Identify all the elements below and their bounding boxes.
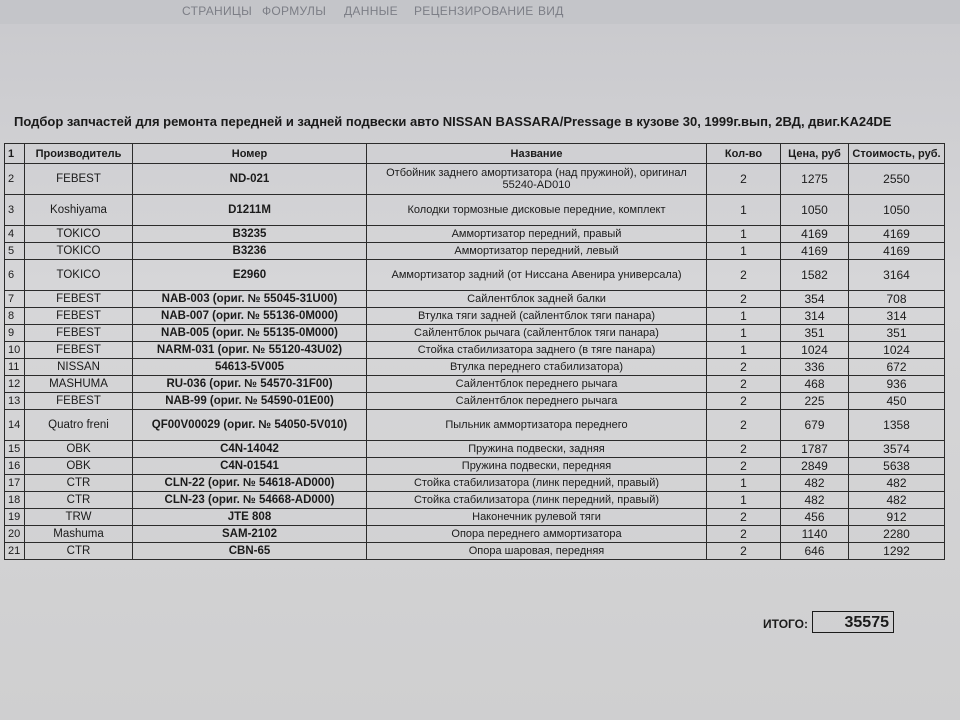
part-number-cell[interactable]: SAM-2102 [133,526,367,543]
maker-cell[interactable]: MASHUMA [25,376,133,393]
quantity-cell[interactable]: 1 [707,325,781,342]
part-number-cell[interactable]: C4N-14042 [133,441,367,458]
price-cell[interactable]: 1582 [781,260,849,291]
part-number-cell[interactable]: 54613-5V005 [133,359,367,376]
maker-cell[interactable]: TOKICO [25,226,133,243]
maker-cell[interactable]: TOKICO [25,243,133,260]
table-row [5,342,945,359]
parts-table [4,143,945,560]
row-index-cell[interactable]: 7 [5,291,25,308]
cost-cell[interactable]: 708 [849,291,945,308]
header-no: 1 [5,144,25,164]
maker-cell[interactable]: FEBEST [25,164,133,195]
maker-cell[interactable]: TOKICO [25,260,133,291]
quantity-cell[interactable]: 1 [707,342,781,359]
row-index-cell[interactable]: 20 [5,526,25,543]
cost-cell[interactable]: 2550 [849,164,945,195]
cost-cell[interactable]: 5638 [849,458,945,475]
cost-cell[interactable]: 672 [849,359,945,376]
price-cell[interactable]: 351 [781,325,849,342]
cost-cell[interactable]: 4169 [849,243,945,260]
quantity-cell[interactable]: 2 [707,359,781,376]
row-index-cell[interactable]: 8 [5,308,25,325]
quantity-cell[interactable]: 2 [707,291,781,308]
row-index-cell[interactable]: 10 [5,342,25,359]
part-name-cell[interactable]: Опора переднего аммортизатора [367,526,707,543]
part-name-cell[interactable]: Опора шаровая, передняя [367,543,707,560]
total-value: 35575 [812,611,894,633]
part-number-cell[interactable]: NAB-99 (ориг. № 54590-01E00) [133,393,367,410]
price-cell[interactable]: 1275 [781,164,849,195]
cost-cell[interactable]: 482 [849,475,945,492]
row-index-cell[interactable]: 19 [5,509,25,526]
maker-cell[interactable]: CTR [25,543,133,560]
price-cell[interactable]: 225 [781,393,849,410]
cost-cell[interactable]: 912 [849,509,945,526]
quantity-cell[interactable]: 1 [707,308,781,325]
header-maker: Производитель [25,144,133,164]
part-number-cell[interactable]: CLN-23 (ориг. № 54668-AD000) [133,492,367,509]
quantity-cell[interactable]: 1 [707,492,781,509]
header-qty: Кол-во [707,144,781,164]
row-index-cell[interactable]: 13 [5,393,25,410]
part-number-cell[interactable]: NAB-007 (ориг. № 55136-0M000) [133,308,367,325]
row-index-cell[interactable]: 14 [5,410,25,441]
table-row [5,410,945,441]
row-index-cell[interactable]: 11 [5,359,25,376]
row-index-cell[interactable]: 9 [5,325,25,342]
cost-cell[interactable]: 3164 [849,260,945,291]
price-cell[interactable]: 482 [781,492,849,509]
row-index-cell[interactable]: 16 [5,458,25,475]
price-cell[interactable]: 1787 [781,441,849,458]
maker-cell[interactable]: OBK [25,458,133,475]
row-index-cell[interactable]: 12 [5,376,25,393]
menu-item-formulas[interactable]: ФОРМУЛЫ [262,4,327,18]
maker-cell[interactable]: Quatro freni [25,410,133,441]
price-cell[interactable]: 679 [781,410,849,441]
part-name-cell[interactable]: Стойка стабилизатора (линк передний, правый) [367,492,707,509]
part-number-cell[interactable]: D1211M [133,195,367,226]
row-index-cell[interactable]: 21 [5,543,25,560]
quantity-cell[interactable]: 2 [707,164,781,195]
part-number-cell[interactable]: B3235 [133,226,367,243]
maker-cell[interactable]: CTR [25,492,133,509]
price-cell[interactable]: 4169 [781,226,849,243]
maker-cell[interactable]: OBK [25,441,133,458]
row-index-cell[interactable]: 3 [5,195,25,226]
menu-item-pages[interactable]: СТРАНИЦЫ [182,4,252,18]
price-cell[interactable]: 456 [781,509,849,526]
table-row [5,543,945,560]
quantity-cell[interactable]: 2 [707,376,781,393]
table-row [5,226,945,243]
part-name-cell[interactable]: Втулка переднего стабилизатора) [367,359,707,376]
price-cell[interactable]: 468 [781,376,849,393]
part-name-cell[interactable]: Стойка стабилизатора заднего (в тяге панара) [367,342,707,359]
menu-item-view[interactable]: ВИД [538,4,564,18]
price-cell[interactable]: 482 [781,475,849,492]
part-number-cell[interactable]: NAB-005 (ориг. № 55135-0M000) [133,325,367,342]
part-name-cell[interactable]: Пружина подвески, передняя [367,458,707,475]
maker-cell[interactable]: Koshiyama [25,195,133,226]
cost-cell[interactable]: 1358 [849,410,945,441]
part-name-cell[interactable]: Пружина подвески, задняя [367,441,707,458]
cost-cell[interactable]: 1024 [849,342,945,359]
maker-cell[interactable]: FEBEST [25,291,133,308]
maker-cell[interactable]: FEBEST [25,325,133,342]
quantity-cell[interactable]: 1 [707,243,781,260]
header-number: Номер [133,144,367,164]
part-number-cell[interactable]: B3236 [133,243,367,260]
quantity-cell[interactable]: 1 [707,195,781,226]
part-name-cell[interactable]: Сайлентблок задней балки [367,291,707,308]
quantity-cell[interactable]: 2 [707,526,781,543]
maker-cell[interactable]: CTR [25,475,133,492]
table-row [5,308,945,325]
part-number-cell[interactable]: JTE 808 [133,509,367,526]
price-cell[interactable]: 1050 [781,195,849,226]
part-name-cell[interactable]: Аммортизатор задний (от Ниссана Авенира универсала) [367,260,707,291]
part-number-cell[interactable]: E2960 [133,260,367,291]
part-name-cell[interactable]: Стойка стабилизатора (линк передний, правый) [367,475,707,492]
part-name-cell[interactable]: Втулка тяги задней (сайлентблок тяги панара) [367,308,707,325]
part-name-cell[interactable]: Наконечник рулевой тяги [367,509,707,526]
quantity-cell[interactable]: 1 [707,475,781,492]
table-row [5,376,945,393]
menu-item-review[interactable]: РЕЦЕНЗИРОВАНИЕ [414,4,534,18]
maker-cell[interactable]: TRW [25,509,133,526]
table-row [5,243,945,260]
part-number-cell[interactable]: QF00V00029 (ориг. № 54050-5V010) [133,410,367,441]
row-index-cell[interactable]: 4 [5,226,25,243]
table-row [5,475,945,492]
table-row [5,325,945,342]
cost-cell[interactable]: 2280 [849,526,945,543]
cost-cell[interactable]: 1292 [849,543,945,560]
table-row [5,195,945,226]
quantity-cell[interactable]: 1 [707,226,781,243]
table-row [5,526,945,543]
quantity-cell[interactable]: 2 [707,509,781,526]
price-cell[interactable]: 1140 [781,526,849,543]
total-label: ИТОГО: [763,617,808,631]
table-row [5,291,945,308]
price-cell[interactable]: 1024 [781,342,849,359]
header-price: Цена, руб [781,144,849,164]
row-index-cell[interactable]: 17 [5,475,25,492]
quantity-cell[interactable]: 2 [707,441,781,458]
maker-cell[interactable]: FEBEST [25,308,133,325]
cost-cell[interactable]: 351 [849,325,945,342]
cost-cell[interactable]: 450 [849,393,945,410]
quantity-cell[interactable]: 2 [707,410,781,441]
part-name-cell[interactable]: Отбойник заднего амортизатора (над пружиной), оригинал 55240-AD010 [367,164,707,195]
part-name-cell[interactable]: Колодки тормозные дисковые передние, комплект [367,195,707,226]
cost-cell[interactable]: 482 [849,492,945,509]
header-cost: Стоимость, руб. [849,144,945,164]
cost-cell[interactable]: 3574 [849,441,945,458]
part-name-cell[interactable]: Аммортизатор передний, правый [367,226,707,243]
row-index-cell[interactable]: 6 [5,260,25,291]
price-cell[interactable]: 4169 [781,243,849,260]
price-cell[interactable]: 336 [781,359,849,376]
cost-cell[interactable]: 4169 [849,226,945,243]
price-cell[interactable]: 354 [781,291,849,308]
table-row [5,441,945,458]
cost-cell[interactable]: 936 [849,376,945,393]
table-body [5,164,945,560]
quantity-cell[interactable]: 2 [707,393,781,410]
table-row [5,393,945,410]
part-number-cell[interactable]: NARM-031 (ориг. № 55120-43U02) [133,342,367,359]
ribbon-menu-bar [0,0,960,24]
part-name-cell[interactable]: Сайлентблок переднего рычага [367,376,707,393]
maker-cell[interactable]: Mashuma [25,526,133,543]
part-number-cell[interactable]: RU-036 (ориг. № 54570-31F00) [133,376,367,393]
table-row [5,509,945,526]
table-row [5,458,945,475]
maker-cell[interactable]: FEBEST [25,342,133,359]
menu-item-data[interactable]: ДАННЫЕ [344,4,398,18]
quantity-cell[interactable]: 2 [707,260,781,291]
part-number-cell[interactable]: NAB-003 (ориг. № 55045-31U00) [133,291,367,308]
part-name-cell[interactable]: Сайлентблок рычага (сайлентблок тяги панара) [367,325,707,342]
row-index-cell[interactable]: 18 [5,492,25,509]
price-cell[interactable]: 314 [781,308,849,325]
row-index-cell[interactable]: 15 [5,441,25,458]
price-cell[interactable]: 646 [781,543,849,560]
quantity-cell[interactable]: 2 [707,543,781,560]
part-number-cell[interactable]: ND-021 [133,164,367,195]
maker-cell[interactable]: NISSAN [25,359,133,376]
cost-cell[interactable]: 1050 [849,195,945,226]
maker-cell[interactable]: FEBEST [25,393,133,410]
table-row [5,492,945,509]
part-name-cell[interactable]: Пыльник аммортизатора переднего [367,410,707,441]
part-name-cell[interactable]: Аммортизатор передний, левый [367,243,707,260]
row-index-cell[interactable]: 2 [5,164,25,195]
table-header-row [5,144,945,164]
price-cell[interactable]: 2849 [781,458,849,475]
table-row [5,164,945,195]
table-row [5,260,945,291]
part-number-cell[interactable]: CBN-65 [133,543,367,560]
table-row [5,359,945,376]
header-name: Название [367,144,707,164]
cost-cell[interactable]: 314 [849,308,945,325]
quantity-cell[interactable]: 2 [707,458,781,475]
row-index-cell[interactable]: 5 [5,243,25,260]
part-number-cell[interactable]: CLN-22 (ориг. № 54618-AD000) [133,475,367,492]
part-name-cell[interactable]: Сайлентблок переднего рычага [367,393,707,410]
part-number-cell[interactable]: C4N-01541 [133,458,367,475]
document-title: Подбор запчастей для ремонта передней и задней подвески авто NISSAN BASSARA/Pressage в кузове 30, 1999г.вып, 2ВД, двиг.KA24DE [14,114,892,129]
